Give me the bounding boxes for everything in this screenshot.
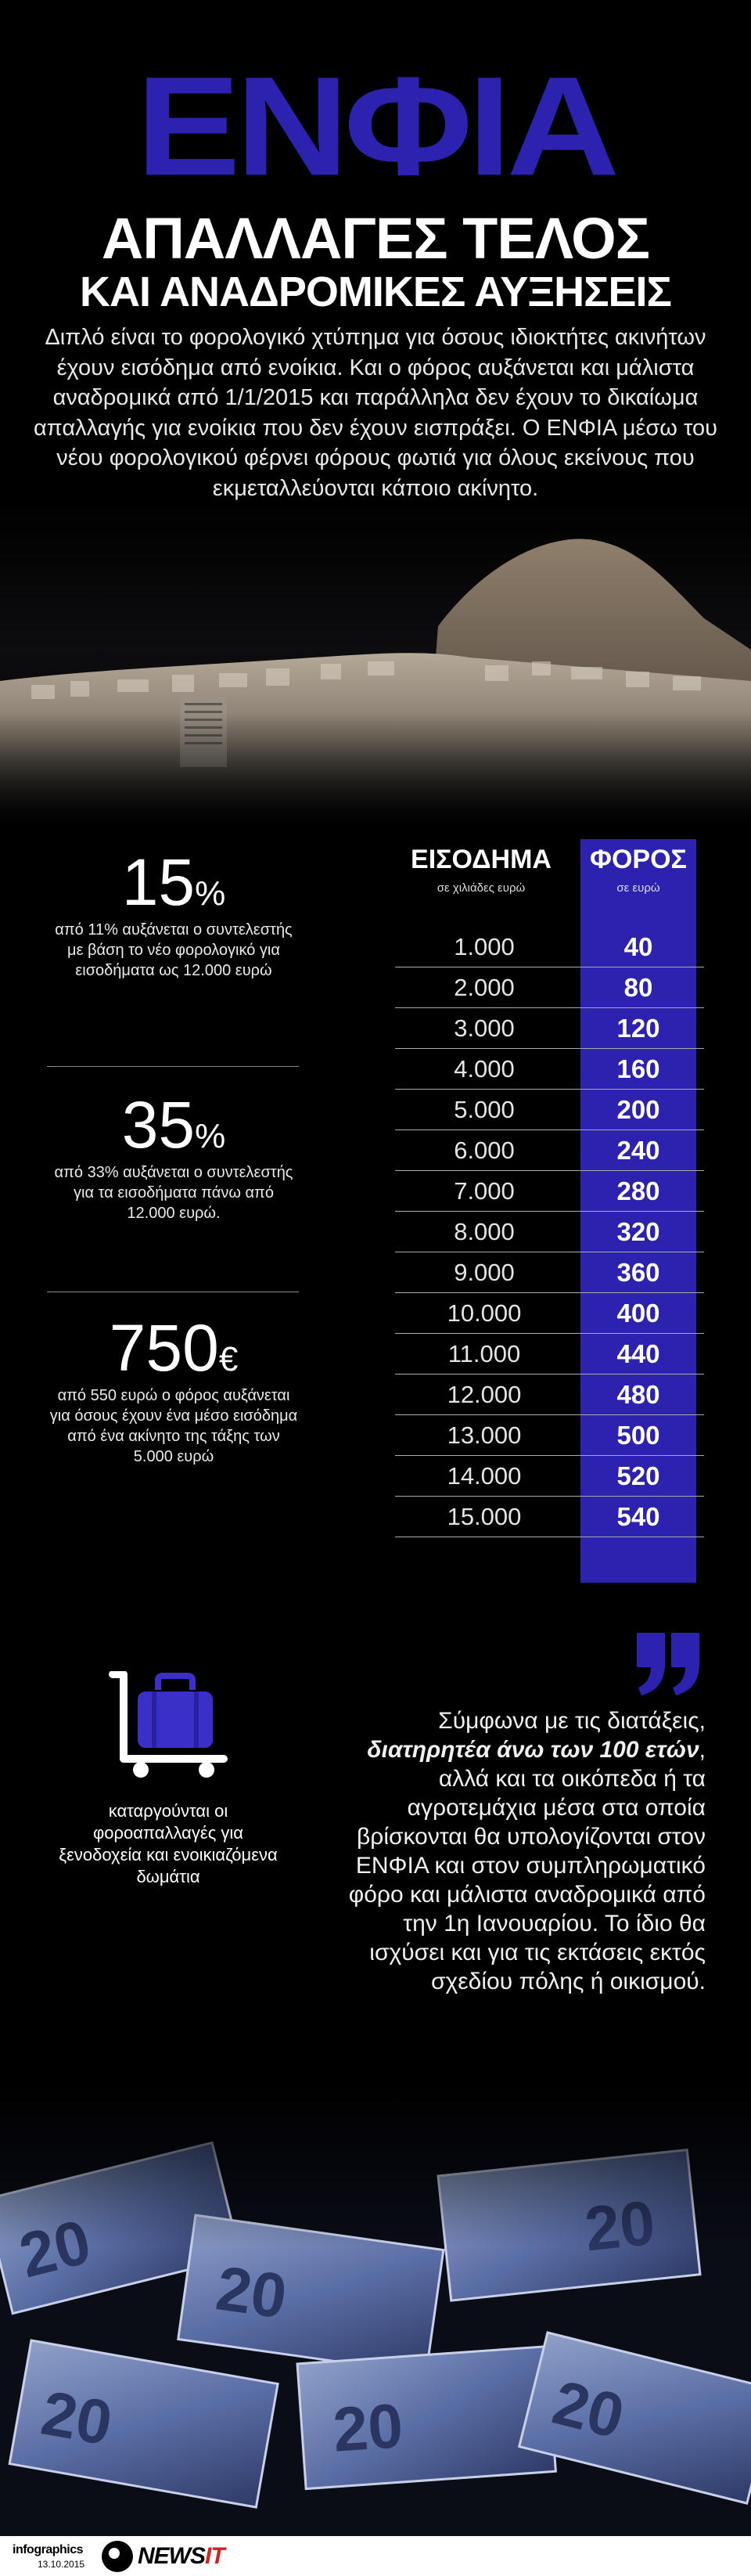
tax-cell: 40 xyxy=(623,932,653,961)
table-row xyxy=(395,1212,704,1252)
fact-text: από 11% αυξάνεται ο συντελεστής με βάση το νέο φορολογικό για εισοδήματα ως 12.000 ευρώ xyxy=(55,921,293,979)
fact-value: 35% xyxy=(121,1088,226,1162)
fact-value: 15% xyxy=(121,845,226,919)
luggage-cart-icon xyxy=(106,1671,232,1781)
city-photo xyxy=(0,501,751,830)
table-row xyxy=(395,967,704,1008)
brand-name: NEWSIT xyxy=(138,2543,225,2569)
table-row xyxy=(395,1252,704,1293)
income-cell: 4.000 xyxy=(454,1055,515,1083)
income-cell: 15.000 xyxy=(447,1503,522,1530)
income-cell: 7.000 xyxy=(454,1177,515,1205)
income-cell: 9.000 xyxy=(454,1259,515,1286)
quote-icon xyxy=(632,1628,704,1699)
fact-15-percent xyxy=(49,845,299,981)
tax-cell: 280 xyxy=(616,1176,660,1205)
table-row xyxy=(395,1171,704,1212)
tax-cell: 520 xyxy=(616,1461,660,1490)
tax-cell: 320 xyxy=(616,1217,660,1246)
fact-750-euro xyxy=(49,1311,299,1467)
fact-text: από 33% αυξάνεται ο συντελεστής για τα εισοδήματα πάνω από 12.000 ευρώ. xyxy=(54,1164,293,1222)
income-cell: 3.000 xyxy=(454,1014,515,1042)
subtitle-line-1: ΑΠΑΛΛΑΓΕΣ ΤΕΛΟΣ xyxy=(101,206,650,271)
divider xyxy=(47,1066,299,1067)
fact-35-percent xyxy=(49,1088,299,1223)
subtitle-line-2: ΚΑΙ ΑΝΑΔΡΟΜΙΚΕΣ ΑΥΞΗΣΕΙΣ xyxy=(80,268,671,315)
page-title: ΕΝΦΙΑ xyxy=(136,48,615,205)
intro-paragraph: Διπλό είναι το φορολογικό χτύπημα για όσους ιδιοκτήτες ακινήτων έχουν εισόδημα από ενοίκια. Και ο φόρος αυξάνεται και μάλιστα αναδρομικά από 1/1/2015 και παράλληλα δεν έχουν το δικαίωμα απαλλαγής για ενοίκια που δεν έχουν εισπράξει. Ο ΕΝΦΙΑ μέσω του νέου φορολογικού φέρνει φόρους φωτιά για όλους εκείνους που εκμεταλλεύονται κάποιο ακίνητο. xyxy=(33,325,717,501)
table-row xyxy=(395,1456,704,1497)
footer-date: 13.10.2015 xyxy=(38,2559,85,2570)
banknotes-image xyxy=(0,2082,751,2552)
tax-cell: 240 xyxy=(616,1136,660,1165)
table-row xyxy=(395,1008,704,1049)
income-cell: 13.000 xyxy=(447,1421,522,1449)
table-row xyxy=(395,1497,704,1537)
footer xyxy=(0,2536,751,2576)
tax-cell: 160 xyxy=(616,1054,660,1083)
table-row xyxy=(395,1049,704,1090)
tax-cell: 480 xyxy=(616,1380,660,1409)
table-row xyxy=(395,927,704,967)
footer-label: infographics xyxy=(13,2543,84,2556)
tax-cell: 440 xyxy=(616,1339,660,1368)
income-cell: 2.000 xyxy=(454,974,515,1001)
table-row xyxy=(395,1130,704,1171)
income-cell: 10.000 xyxy=(447,1299,522,1327)
income-cell: 1.000 xyxy=(454,933,515,960)
income-cell: 5.000 xyxy=(454,1096,515,1123)
table-row xyxy=(395,1090,704,1130)
income-cell: 6.000 xyxy=(454,1137,515,1164)
tax-cell: 120 xyxy=(616,1014,660,1043)
table-row xyxy=(395,1415,704,1456)
income-cell: 8.000 xyxy=(454,1218,515,1245)
tax-cell: 500 xyxy=(616,1421,660,1450)
tax-header: ΦΟΡΟΣ σε ευρώ xyxy=(590,845,687,895)
luggage-text: καταργούνται οι φοροαπαλλαγές για ξενοδοχεία και ενοικιαζόμενα δωμάτια xyxy=(59,1801,278,1886)
income-cell: 14.000 xyxy=(447,1462,522,1490)
income-cell: 11.000 xyxy=(447,1340,521,1367)
income-header: ΕΙΣΟΔΗΜΑ σε χιλιάδες ευρώ xyxy=(411,845,552,895)
fact-value: 750€ xyxy=(109,1311,239,1385)
table-row xyxy=(395,1374,704,1415)
tax-cell: 360 xyxy=(616,1258,660,1287)
income-cell: 12.000 xyxy=(447,1381,522,1408)
fact-text: από 550 ευρώ ο φόρος αυξάνεται για όσους έχουν ένα μέσο εισόδημα από ένα ακίνητο της τάξης των 5.000 ευρώ xyxy=(49,1387,298,1465)
table-row xyxy=(395,1334,704,1374)
brand-logo-icon xyxy=(102,2541,133,2572)
tax-cell: 540 xyxy=(616,1502,660,1531)
table-row xyxy=(395,1293,704,1334)
tax-cell: 400 xyxy=(616,1299,660,1328)
tax-cell: 80 xyxy=(623,973,653,1002)
tax-cell: 200 xyxy=(616,1095,660,1124)
quote-text: Σύμφωνα με τις διατάξεις, διατηρητέα άνω των 100 ετών, αλλά και τα οικόπεδα ή τα αγροτεμάχια μέσα στα οποία βρίσκονται θα υπολογίζονται στον ΕΝΦΙΑ και στον συμπληρωματικό φόρο και μάλιστα αναδρομικά από την 1η Ιανουαρίου. Το ίδιο θα ισχύσει και για τις εκτάσεις εκτός σχεδίου πόλης ή οικισμού. xyxy=(348,1708,706,1994)
